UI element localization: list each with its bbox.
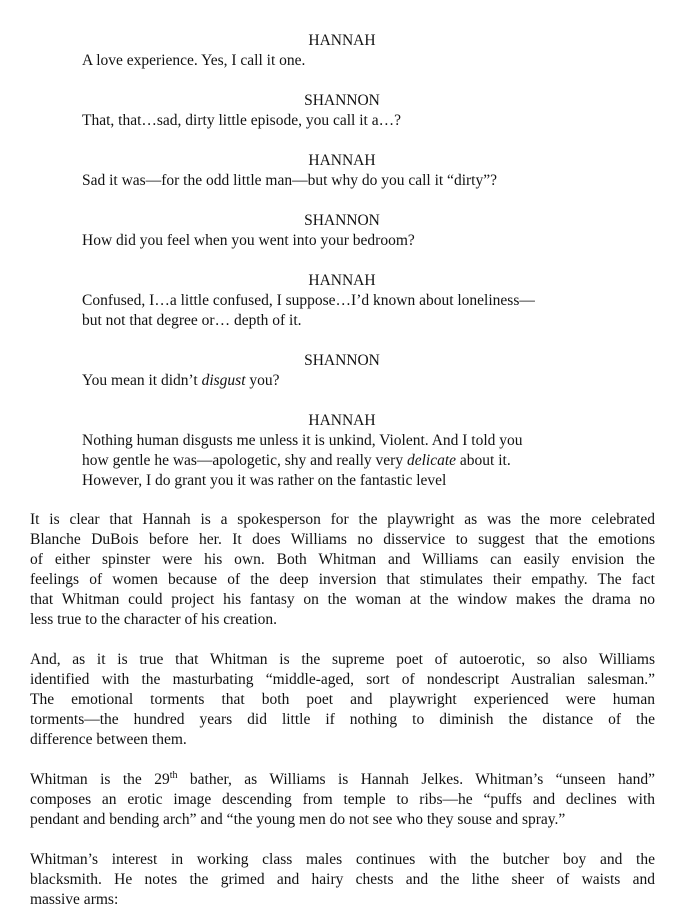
paragraph-line	[30, 770, 655, 790]
emphasized-word: disgust	[201, 372, 246, 389]
dialogue-block	[82, 351, 612, 391]
dialogue-line: However, I do grant you it was rather on the fantastic level	[82, 472, 447, 489]
paragraph-line: And, as it is true that Whitman is the supreme poet of autoerotic, so also Williams	[30, 651, 655, 668]
ordinal-superscript: th	[169, 769, 178, 781]
speaker-name: SHANNON	[304, 352, 380, 369]
line-text: you?	[245, 372, 280, 389]
paragraph-line: torments—the hundred years did little if nothing to diminish the distance of the	[30, 711, 655, 728]
emphasized-word: delicate	[406, 452, 457, 469]
paragraph-line: It is clear that Hannah is a spokesperson for the playwright as was the more celebrated	[30, 511, 655, 528]
dialogue-line: A love experience. Yes, I call it one.	[82, 52, 306, 69]
dialogue-line: Confused, I…a little confused, I suppose…I’d known about loneliness—	[82, 292, 535, 309]
dialogue-line	[82, 451, 612, 471]
dialogue-line: How did you feel when you went into your bedroom?	[82, 232, 415, 249]
body-paragraph	[30, 510, 655, 630]
body-paragraph	[30, 850, 655, 910]
body-paragraph	[30, 650, 655, 750]
speaker-name: HANNAH	[308, 272, 376, 289]
line-text: You mean it didn’t	[82, 372, 202, 389]
dialogue-block	[82, 411, 612, 491]
dialogue-block	[82, 151, 612, 191]
paragraph-line: identified with the masturbating “middle-aged, sort of nondescript Australian salesman.”	[30, 671, 655, 688]
dialogue-block	[82, 31, 612, 71]
paragraph-line: that Whitman could project his fantasy on the woman at the window makes the drama no	[30, 591, 655, 608]
line-text: about it.	[456, 452, 511, 469]
paragraph-line: Whitman’s interest in working class males continues with the butcher boy and the	[30, 851, 655, 868]
paragraph-line: pendant and bending arch” and “the young men do not see who they souse and spray.”	[30, 811, 566, 828]
dialogue-line: Sad it was—for the odd little man—but why do you call it “dirty”?	[82, 172, 497, 189]
dialogue-line	[82, 371, 612, 391]
dialogue-block	[82, 91, 612, 131]
dialogue-line: That, that…sad, dirty little episode, you call it a…?	[82, 112, 401, 129]
speaker-name: HANNAH	[308, 32, 376, 49]
speaker-name: HANNAH	[308, 412, 376, 429]
line-text: Whitman is the 29	[30, 771, 170, 788]
paragraph-line: difference between them.	[30, 731, 187, 748]
body-paragraph	[30, 770, 655, 830]
paragraph-line: feelings of women because of the deep inversion that stimulates their empathy. The fact	[30, 571, 655, 588]
paragraph-line: Blanche DuBois before her. It does Williams no disservice to suggest that the emotions	[30, 531, 655, 548]
paragraph-line: composes an erotic image descending from temple to ribs—he “puffs and declines with	[30, 791, 655, 808]
line-text: how gentle he was—apologetic, shy and really very	[82, 452, 407, 469]
paragraph-line: of either spinster were his own. Both Whitman and Williams can easily envision the	[30, 551, 655, 568]
speaker-name: HANNAH	[308, 152, 376, 169]
paragraph-line: massive arms:	[30, 891, 119, 908]
paragraph-line: The emotional torments that both poet and playwright experienced were human	[30, 691, 655, 708]
dialogue-block	[82, 211, 612, 251]
dialogue-block	[82, 271, 612, 331]
paragraph-line: blacksmith. He notes the grimed and hairy chests and the lithe sheer of waists and	[30, 871, 655, 888]
speaker-name: SHANNON	[304, 92, 380, 109]
line-text: bather, as Williams is Hannah Jelkes. Whitman’s “unseen hand”	[177, 771, 656, 788]
dialogue-line: but not that degree or… depth of it.	[82, 312, 302, 329]
paragraph-line: less true to the character of his creation.	[30, 611, 278, 628]
dialogue-line: Nothing human disgusts me unless it is unkind, Violent. And I told you	[82, 432, 523, 449]
speaker-name: SHANNON	[304, 212, 380, 229]
